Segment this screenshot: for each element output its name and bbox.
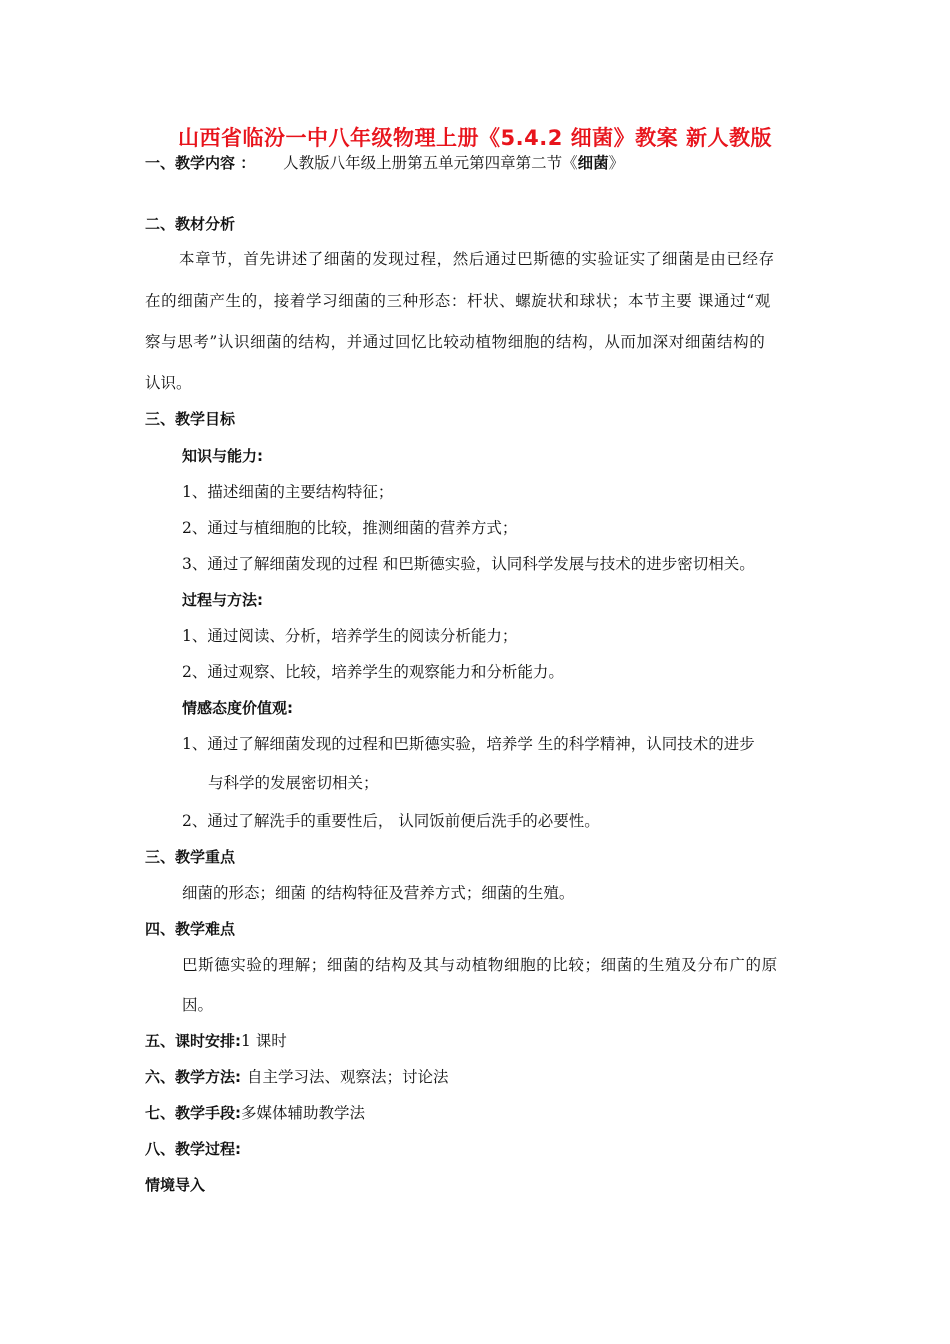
section-text: 1 课时 <box>241 1032 287 1050</box>
section-heading: 二、教材分析 <box>145 215 236 233</box>
section-heading: 五、课时安排: <box>145 1032 241 1050</box>
section-heading: 三、教学目标 <box>145 410 236 428</box>
section-text: 人教版八年级上册第五单元第四章第二节《 <box>283 154 578 172</box>
subsection-heading: 情感态度价值观: <box>182 699 293 717</box>
section-teaching-content <box>145 153 624 173</box>
list-item: 2、通过了解洗手的重要性后， 认同饭前便后洗手的必要性。 <box>182 812 600 830</box>
list-item-continued: 与科学的发展密切相关； <box>208 774 379 792</box>
section-heading: 六、教学方法: <box>145 1068 241 1086</box>
section-lesson-hours <box>145 1031 287 1051</box>
subsection-heading: 知识与能力: <box>182 447 263 465</box>
document-title: 山西省临汾一中八年级物理上册《5.4.2 细菌》教案 新人教版 <box>178 126 772 150</box>
section-teaching-means <box>145 1103 365 1123</box>
list-item: 1、描述细菌的主要结构特征； <box>182 483 394 501</box>
list-item: 1、通过了解细菌发现的过程和巴斯德实验，培养学 生的科学精神，认同技术的进步 <box>182 735 755 753</box>
section-heading: 情境导入 <box>145 1176 206 1194</box>
section-text: 自主学习法、观察法；讨论法 <box>247 1068 449 1086</box>
list-item: 2、通过观察、比较，培养学生的观察能力和分析能力。 <box>182 663 564 681</box>
paragraph-line: 巴斯德实验的理解；细菌的结构及其与动植物细胞的比较；细菌的生殖及分布广的原 <box>182 956 778 974</box>
section-text: 细菌的形态；细菌 的结构特征及营养方式；细菌的生殖。 <box>182 884 575 902</box>
paragraph-line: 察与思考”认识细菌的结构，并通过回忆比较动植物细胞的结构，从而加深对细菌结构的 <box>145 333 766 351</box>
list-item: 2、通过与植细胞的比较，推测细菌的营养方式； <box>182 519 518 537</box>
list-item: 1、通过阅读、分析，培养学生的阅读分析能力； <box>182 627 518 645</box>
paragraph-line: 本章节，首先讲述了细菌的发现过程，然后通过巴斯德的实验证实了细菌是由已经存 <box>179 250 775 268</box>
list-item: 3、通过了解细菌发现的过程 和巴斯德实验，认同科学发展与技术的进步密切相关。 <box>182 555 755 573</box>
section-text-bold: 细菌 <box>577 153 609 172</box>
section-text-end: 》 <box>608 154 625 172</box>
section-text: 多媒体辅助教学法 <box>241 1104 366 1122</box>
section-heading: 四、教学难点 <box>145 920 236 938</box>
section-heading: 一、教学内容 ： <box>145 154 256 172</box>
paragraph-line: 认识。 <box>145 374 192 392</box>
section-heading: 七、教学手段: <box>145 1104 241 1122</box>
paragraph-line: 因。 <box>182 996 214 1014</box>
subsection-heading: 过程与方法: <box>182 591 263 609</box>
section-heading: 三、教学重点 <box>145 848 236 866</box>
section-teaching-methods <box>145 1067 449 1087</box>
section-heading: 八、教学过程: <box>145 1140 241 1158</box>
paragraph-line: 在的细菌产生的，接着学习细菌的三种形态：杆状、螺旋状和球状；本节主要 课通过“观 <box>145 292 771 310</box>
